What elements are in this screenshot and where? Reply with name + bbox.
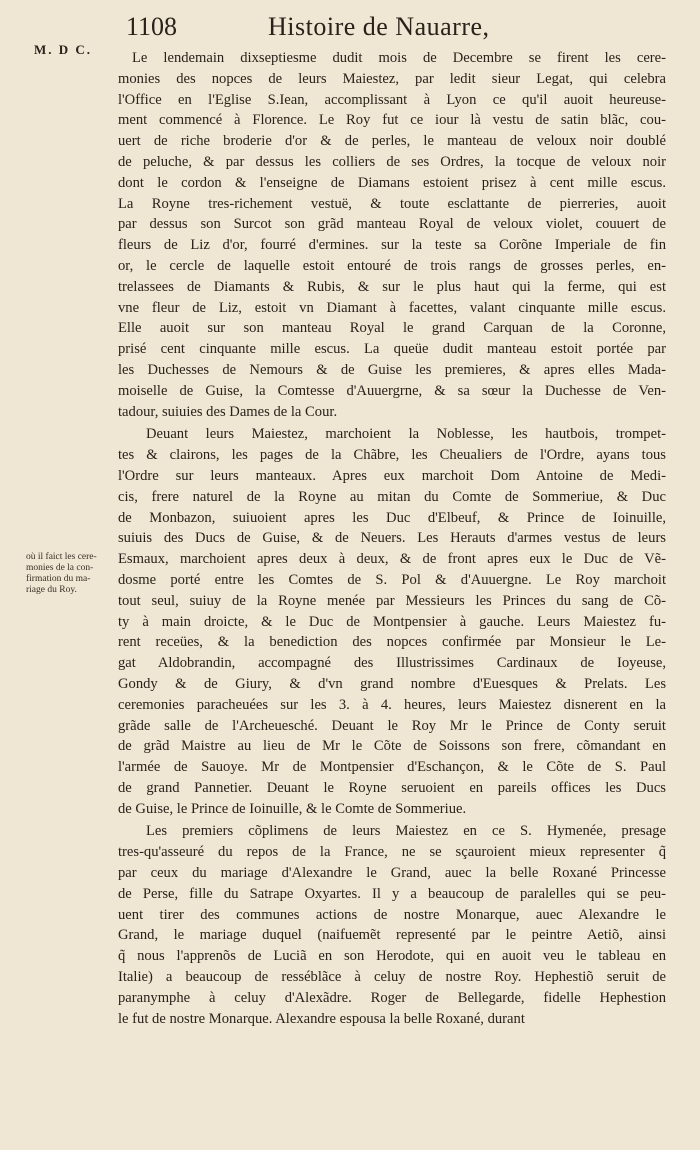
text-line: La Royne tres-richement vestuë, & toute esclattante de pierreries, auoit <box>118 195 666 212</box>
main-text <box>118 48 666 1029</box>
text-line: Elle auoit sur son manteau Royal le grand Carquan de la Coronne, <box>118 320 666 337</box>
text-line: ceremonies paracheuées sur les 3. à 4. heures, leurs Maiestez disnerent en la <box>118 696 666 713</box>
text-line: de grãd Maistre au lieu de Mr le Cõte de Soissons son frere, cõmandant en <box>118 738 666 755</box>
text-line: Gondy & de Giury, & d'vn grand nombre d'Euesques & Prelats. Les <box>118 675 666 692</box>
text-line: uert de riche broderie d'or & de perles, le manteau de veloux noir doublé <box>118 133 666 150</box>
side-note <box>26 552 118 596</box>
text-line: Les premiers cõplimens de leurs Maiestez en ce S. Hymenée, presage <box>146 823 666 840</box>
text-line: Grand, le mariage duquel (naifuemẽt representé par le peintre Aetiõ, ainsi <box>118 927 666 944</box>
text-line: trelassees de Diamants & Rubis, & sur le plus haut qui la ferme, qui est <box>118 278 666 295</box>
text-line: prisé cent cinquante mille escus. La queüe dudit manteau estoit portée par <box>118 341 666 358</box>
text-line: monies des nopces de leurs Maiestez, par ledit sieur Legat, qui celebra <box>118 70 666 87</box>
side-note-line: firmation du ma- <box>26 574 91 584</box>
running-title: Histoire de Nauarre, <box>268 12 490 41</box>
text-line: l'armée de Sauoye. Mr de Montpensier d'Eschançon, & le Cõte de S. Paul <box>118 759 666 776</box>
text-line: rent receües, & la benediction des nopces confirmée par Monsieur le Le- <box>118 634 666 651</box>
text-line: moiselle de Guise, la Comtesse d'Auuergrne, & sa sœur la Duchesse de Ven- <box>118 382 666 399</box>
text-line: dont le cordon & l'enseigne de Diamans estoient prisez à cent mille escus. <box>118 174 666 191</box>
text-line: fleurs de Liz d'or, fourré d'ermines. sur la teste sa Corõne Imperiale de fin <box>118 237 666 254</box>
text-line: paranymphe à celuy d'Alexãdre. Roger de Bellegarde, fidelle Hephestion <box>118 989 666 1006</box>
text-line: grãde salle de l'Archeuesché. Deuant le Roy Mr le Prince de Conty seruit <box>118 717 666 734</box>
text-line: tout seul, suiuy de la Royne menée par Messieurs les Princes du sang de Cõ- <box>118 592 666 609</box>
text-line: tadour, suiuies des Dames de la Cour. <box>118 403 338 420</box>
page-number: 1108 <box>126 12 178 41</box>
text-line: dosme porté entre les Comtes de S. Pol & d'Auuergne. Le Roy marchoit <box>118 571 666 588</box>
text-line: de grand Pannetier. Deuant le Royne seruoient en pareils offices les Ducs <box>118 779 666 796</box>
text-line: Esmaux, marchoient apres deux à deux, & de front apres eux le Duc de Vẽ- <box>118 551 666 568</box>
text-line: uent tirer des communes actions de nostre Monarque, auec Alexandre le <box>118 906 666 923</box>
text-line: de peluche, & par dessus les colliers de ses Ordres, la tocque de veloux noir <box>118 153 666 170</box>
text-line: Deuant leurs Maiestez, marchoient la Noblesse, les hautbois, trompet- <box>146 426 666 443</box>
text-line: ment commencé à Florence. Le Roy fut ce iour là vestu de satin blãc, cou- <box>118 112 666 129</box>
text-line: les Duchesses de Nemours & de Guise les premieres, & apres elles Mada- <box>118 361 666 378</box>
text-line: de Monbazon, suiuoient apres les Duc d'Elbeuf, & Prince de Ioinuille, <box>118 509 666 526</box>
text-line: tres-qu'asseuré du repos de la France, ne se sçauroient mieux representer q̃ <box>118 844 666 861</box>
text-line: tes & clairons, les pages de la Chãbre, les Cheualiers de l'Ordre, ayans tous <box>118 447 666 464</box>
text-line: vne fleur de Liz, estoit vn Diamant à facettes, valant cinquante mille escus. <box>118 299 666 316</box>
text-line: gat Aldobrandin, accompagné des Illustrissimes Cardinaux de Ioyeuse, <box>118 655 666 672</box>
text-line: l'Office en l'Eglise S.Iean, accomplissant à Lyon ce qu'il auoit heureuse- <box>118 91 666 108</box>
text-line: suiuis des Ducs de Guise, & de Neuers. Les Herauts d'armes vestus de leurs <box>118 530 666 547</box>
text-line: cis, frere naturel de la Royne au mitan du Comte de Sommeriue, & Duc <box>118 488 666 505</box>
text-line: Le lendemain dixseptiesme dudit mois de Decembre se firent les cere- <box>132 50 666 66</box>
text-line: le fut de nostre Monarque. Alexandre espousa la belle Roxané, durant <box>118 1010 525 1027</box>
text-line: Italie) a beaucoup de resséblãce à celuy de nostre Roy. Hephestiõ seruit de <box>118 969 666 986</box>
text-line: par dessus son Surcot son grãd manteau Royal de veloux violet, couuert de <box>118 216 666 233</box>
side-note-line: riage du Roy. <box>26 585 77 595</box>
text-line: de Perse, fille du Satrape Oxyartes. Il y a beaucoup de paralelles qui se peu- <box>118 885 666 902</box>
text-line: l'Ordre sur leurs manteaux. Apres eux marchoit Dom Antoine de Medi- <box>118 467 666 484</box>
text-line: q̃ nous l'apprenõs de Luciã en son Herodote, qui en auoit veu le tableau en <box>118 948 666 965</box>
text-line: par ceux du mariage d'Alexandre le Grand, auec la belle Roxané Princesse <box>118 865 666 882</box>
side-note-line: où il faict les cere- <box>26 552 97 562</box>
text-line: ty à main droicte, & le Duc de Montpensier à gauche. Leurs Maiestez fu- <box>118 613 666 630</box>
text-line: or, le cercle de laquelle estoit entouré de trois rangs de grosses perles, en- <box>118 257 666 274</box>
year-marginalia: M. D C. <box>34 42 93 57</box>
side-note-line: monies de la con- <box>26 563 94 573</box>
text-line: de Guise, le Prince de Ioinuille, & le Comte de Sommeriue. <box>118 800 467 817</box>
